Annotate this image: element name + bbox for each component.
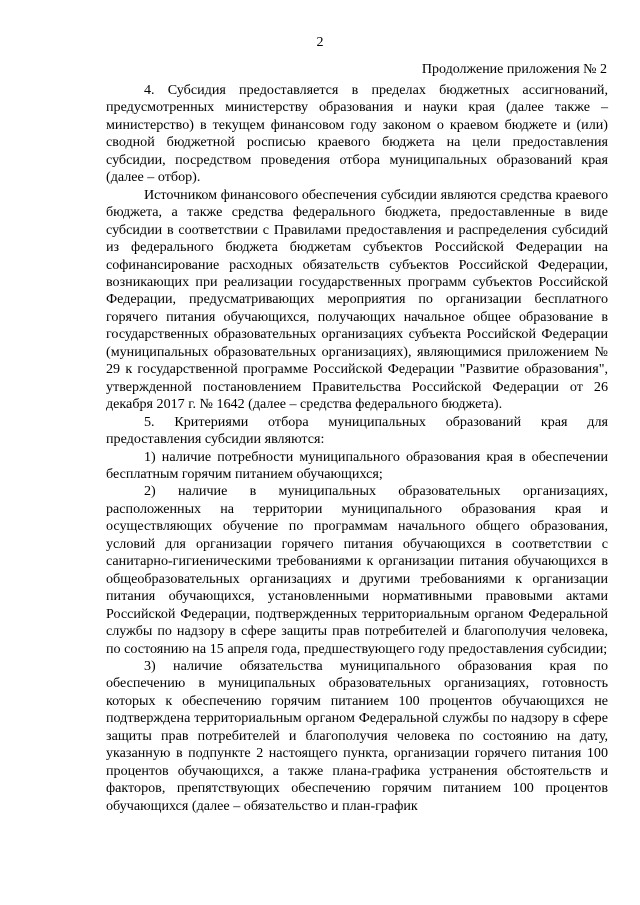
criterion-1: 1) наличие потребности муниципального образования края в обеспечении бесплатным горячим питанием обучающихся; (106, 448, 608, 482)
paragraph-funding-source: Источником финансового обеспечения субсидии являются средства краевого бюджета, а также средства федерального бюджета, предоставленные в виде субсидии в соответствии с Правилами предоставления и распределения субсидий из федерального бюджета бюджетам субъектов Российской Федерации на софинансирование расходных обязательств субъектов Российской Федерации, возникающих при реализации государственных программ субъектов Российской Федерации, предусматривающих мероприятия по организации бесплатного горячего питания обучающихся, получающих начальное общее образование в государственных образовательных организациях субъекта Российской Федерации (муниципальных образовательных организациях), являющимися приложением № 29 к государственной программе Российской Федерации "Развитие образования", утвержденной постановлением Правительства Российской Федерации от 26 декабря 2017 г. № 1642 (далее – средства федерального бюджета). (106, 186, 608, 413)
document-body (106, 82, 608, 815)
criterion-3: 3) наличие обязательства муниципального образования края по обеспечению в муниципальных образовательных организациях, готовность которых к обеспечению горячим питанием 100 процентов обучающихся не подтверждена территориальным органом Федеральной службы по надзору в сфере защиты прав потребителей и благополучия человека по состоянию на дату, указанную в подпункте 2 настоящего пункта, организации горячего питания 100 процентов обучающихся, а также плана-графика устранения обстоятельств и факторов, препятствующих обеспечению горячим питанием 100 процентов обучающихся (далее – обязательство и план-график (106, 657, 608, 814)
paragraph-subsidy-provision: 4. Субсидия предоставляется в пределах бюджетных ассигнований, предусмотренных министерству образования и науки края (далее также – министерство) в текущем финансовом году законом о краевом бюджете и (или) сводной бюджетной росписью краевого бюджета на цели предоставления субсидии, посредством проведения отбора муниципальных образований края (далее – отбор). (106, 82, 608, 186)
paragraph-selection-criteria: 5. Критериями отбора муниципальных образований края для предоставления субсидии являются: (106, 413, 608, 448)
appendix-continuation-note: Продолжение приложения № 2 (421, 62, 607, 77)
page-number: 2 (316, 35, 324, 50)
criterion-2: 2) наличие в муниципальных образовательных организациях, расположенных на территории муниципального образования края и осуществляющих обучение по программам начального общего образования, условий для организации горячего питания обучающихся в соответствии с санитарно-гигиеническими требованиями к организации питания обучающихся в общеобразовательных организациях и другими требованиями к организации питания обучающихся, установленными нормативными правовыми актами Российской Федерации, подтвержденных территориальным органом Федеральной службы по надзору в сфере защиты прав потребителей и благополучия человека, по состоянию на 15 апреля года, предшествующего году предоставления субсидии; (106, 483, 608, 657)
